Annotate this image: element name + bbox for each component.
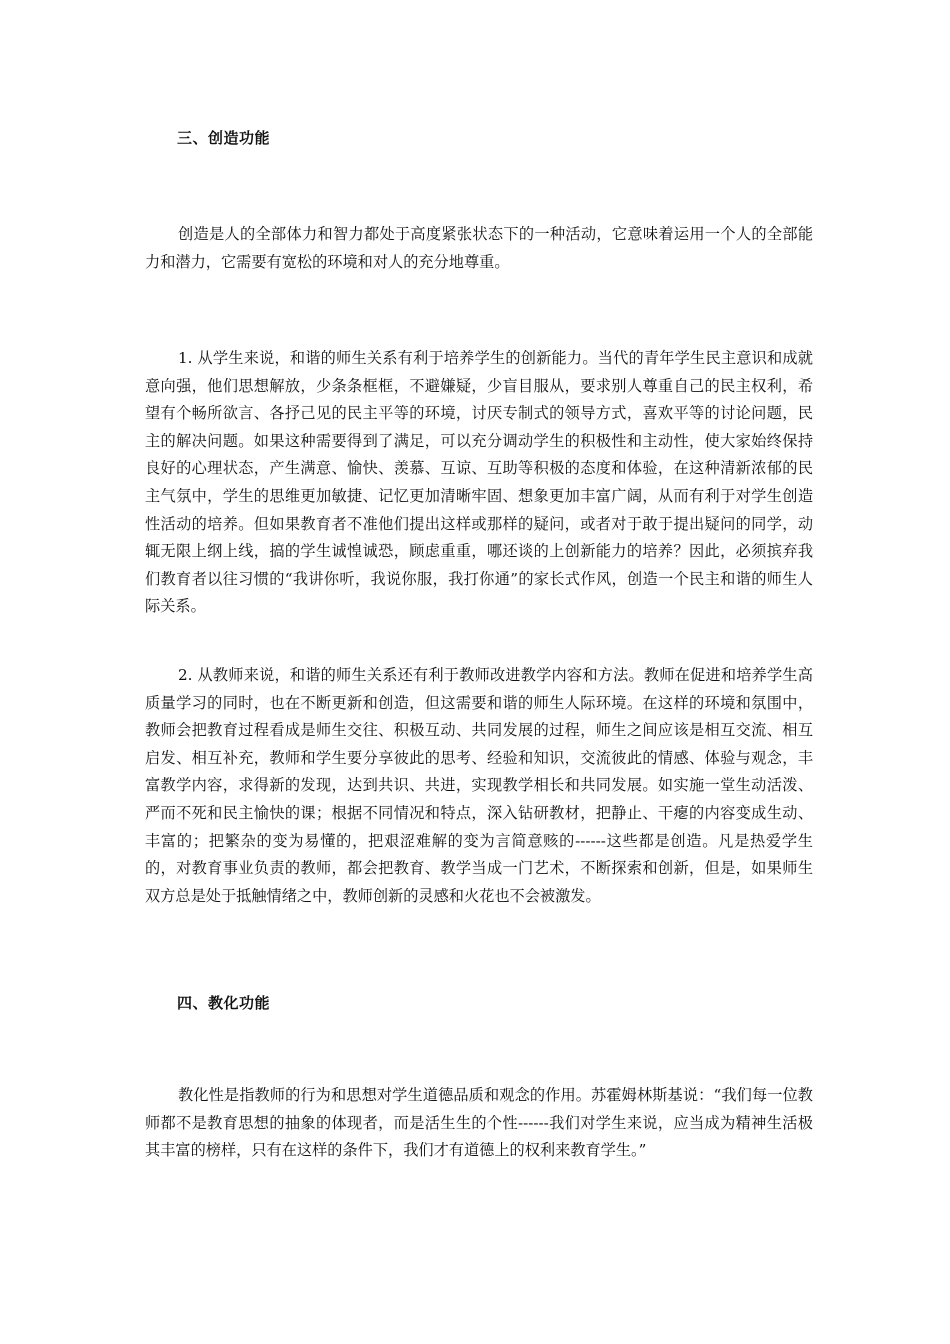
paragraph-student-perspective: 1. 从学生来说，和谐的师生关系有利于培养学生的创新能力。当代的青年学生民主意识和成就意向强，他们思想解放，少条条框框，不避嫌疑，少盲目服从，要求别人尊重自己的民主权利，希望有个畅所欲言、各抒己见的民主平等的环境，讨厌专制式的领导方式，喜欢平等的讨论问题，民主的解决问题。如果这种需要得到了满足，可以充分调动学生的积极性和主动性，使大家始终保持良好的心理状态，产生满意、愉快、羡慕、互谅、互助等积极的态度和体验，在这种清新浓郁的民主气氛中，学生的思维更加敏捷、记忆更加清晰牢固、想象更加丰富广阔，从而有利于对学生创造性活动的培养。但如果教育者不准他们提出这样或那样的疑问，或者对于敢于提出疑问的同学，动辄无限上纲上线，搞的学生诚惶诚恐，顾虑重重，哪还谈的上创新能力的培养？因此，必须摈弃我们教育者以往习惯的“我讲你听，我说你服，我打你通”的家长式作风，创造一个民主和谐的师生人际关系。 [145, 349, 813, 616]
paragraph-creation-intro: 创造是人的全部体力和智力都处于高度紧张状态下的一种活动，它意味着运用一个人的全部能力和潜力，它需要有宽松的环境和对人的充分地尊重。 [145, 225, 813, 271]
paragraph-teacher-perspective: 2. 从教师来说，和谐的师生关系还有利于教师改进教学内容和方法。教师在促进和培养学生高质量学习的同时，也在不断更新和创造，但这需要和谐的师生人际环境。在这样的环境和氛围中，教师会把教育过程看成是师生交往、积极互动、共同发展的过程，师生之间应该是相互交流、相互启发、相互补充，教师和学生要分享彼此的思考、经验和知识，交流彼此的情感、体验与观念，丰富教学内容，求得新的发现，达到共识、共进，实现教学相长和共同发展。如实施一堂生动活泼、严而不死和民主愉快的课；根据不同情况和特点，深入钻研教材，把静止、干瘪的内容变成生动、丰富的；把繁杂的变为易懂的，把艰涩难解的变为言简意赅的------这些都是创造。凡是热爱学生的，对教育事业负责的教师，都会把教育、教学当成一门艺术，不断探索和创新，但是，如果师生双方总是处于抵触情绪之中，教师创新的灵感和火花也不会被激发。 [145, 666, 813, 905]
paragraph-edification-intro: 教化性是指教师的行为和思想对学生道德品质和观念的作用。苏霍姆林斯基说：“我们每一位教师都不是教育思想的抽象的体现者，而是活生生的个性------我们对学生来说，应当成为精神生活极其丰富的榜样，只有在这样的条件下，我们才有道德上的权利来教育学生。” [145, 1086, 813, 1160]
section-heading-edification: 四、教化功能 [177, 994, 271, 1012]
section-heading-creation: 三、创造功能 [177, 129, 271, 147]
